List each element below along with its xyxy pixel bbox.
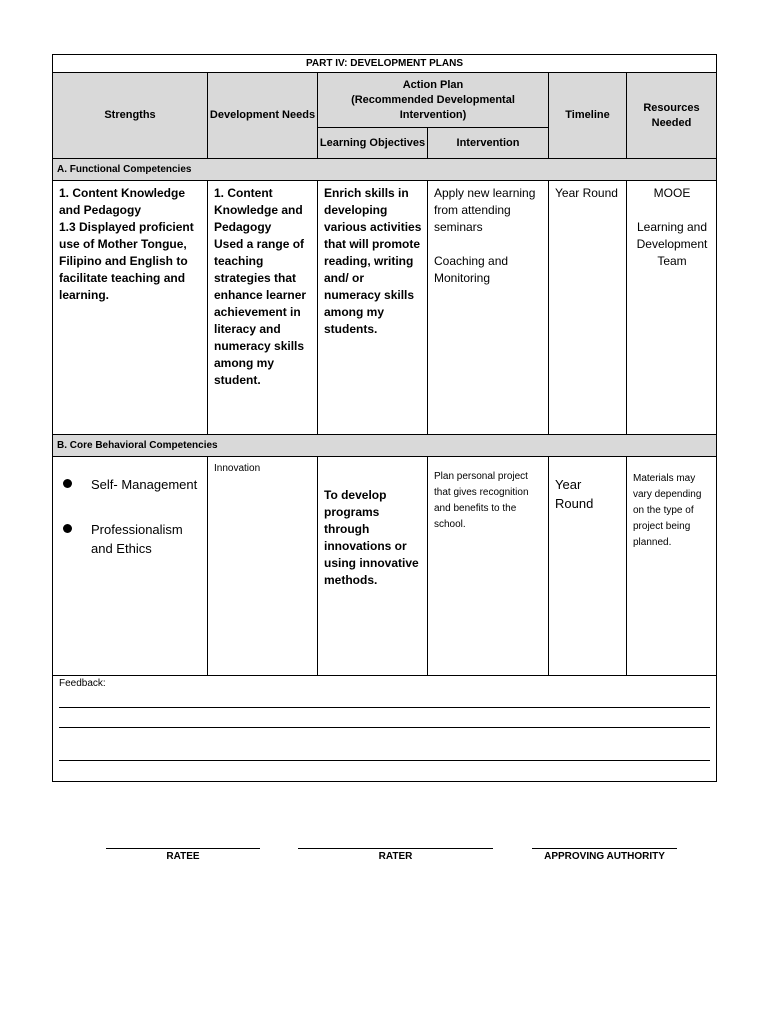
bullet-icon	[63, 479, 72, 488]
section-b-resources: Materials may vary depending on the type of project being planned.	[627, 457, 717, 676]
header-learning-objectives: Learning Objectives	[318, 128, 428, 159]
form-title: PART IV: DEVELOPMENT PLANS	[53, 55, 717, 73]
header-strengths: Strengths	[53, 73, 208, 159]
needs-heading: 1. Content Knowledge and Pedagogy	[214, 186, 303, 234]
section-a-learning-objectives: Enrich skills in developing various activities that will promote reading, writing and/ or numeracy skills among my students.	[318, 181, 428, 435]
feedback-line[interactable]	[59, 727, 710, 728]
feedback-section	[53, 676, 717, 782]
list-item: Self- Management	[59, 475, 202, 494]
section-a-resources	[627, 181, 717, 435]
strengths-bullet-list	[59, 475, 202, 558]
development-plans-table	[52, 54, 717, 782]
section-b-intervention: Plan personal project that gives recognition and benefits to the school.	[428, 457, 549, 676]
section-a-strengths	[53, 181, 208, 435]
feedback-label: Feedback:	[59, 678, 106, 689]
section-b-timeline: Year Round	[549, 457, 627, 676]
approving-authority-signature-line[interactable]: APPROVING AUTHORITY	[532, 848, 677, 862]
section-b-strengths	[53, 457, 208, 676]
needs-text: Used a range of teaching strategies that enhance learner achievement in literacy and numeracy skills among my student.	[214, 237, 307, 387]
intervention-item-1: Apply new learning from attending seminars	[434, 186, 536, 234]
resource-item-1: MOOE	[653, 186, 691, 200]
header-intervention: Intervention	[428, 128, 549, 159]
section-a-label: A. Functional Competencies	[53, 159, 717, 181]
intervention-item-2: Coaching and Monitoring	[434, 254, 509, 285]
section-a-development-needs	[208, 181, 318, 435]
strengths-heading: 1. Content Knowledge and Pedagogy	[59, 186, 185, 217]
feedback-line[interactable]	[59, 707, 710, 708]
section-b-learning-objectives: To develop programs through innovations or using innovative methods.	[318, 457, 428, 676]
feedback-line[interactable]	[59, 760, 710, 761]
section-a-timeline: Year Round	[549, 181, 627, 435]
header-action-plan: Action Plan (Recommended Developmental Intervention)	[318, 73, 549, 128]
rater-signature-line[interactable]: RATER	[298, 848, 493, 862]
header-timeline: Timeline	[549, 73, 627, 159]
strengths-text: 1.3 Displayed proficient use of Mother Tongue, Filipino and English to facilitate teaching and learning.	[59, 220, 194, 302]
bullet-icon	[63, 524, 72, 533]
section-b-development-needs: Innovation	[208, 457, 318, 676]
header-resources-needed: Resources Needed	[627, 73, 717, 159]
resource-item-2: Learning and Development Team	[636, 220, 708, 268]
ratee-signature-line[interactable]: RATEE	[106, 848, 260, 862]
header-development-needs: Development Needs	[208, 73, 318, 159]
list-item: Professionalism and Ethics	[59, 520, 202, 558]
section-a-intervention	[428, 181, 549, 435]
section-b-label: B. Core Behavioral Competencies	[53, 435, 717, 457]
